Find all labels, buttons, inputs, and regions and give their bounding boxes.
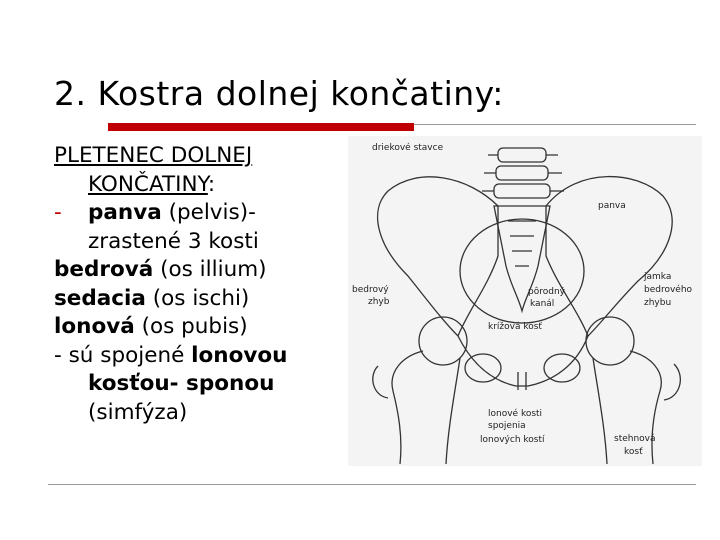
heading-text: PLETENEC DOLNEJ <box>54 143 253 168</box>
line-5 <box>54 256 354 285</box>
symphysis <box>518 372 526 390</box>
label-stehnova-kost-1: stehnová <box>614 434 656 444</box>
pubis-text: (os pubis) <box>134 314 248 339</box>
right-obturator <box>544 354 580 382</box>
line-8 <box>54 342 354 371</box>
slide-title: 2. Kostra dolnej končatiny: <box>54 74 504 113</box>
line-10 <box>54 399 354 428</box>
line-3 <box>54 199 354 228</box>
label-driekove-stavce: driekové stavce <box>372 143 444 153</box>
label-jamka-3: zhybu <box>644 298 672 308</box>
label-porodny-kanal-1: pôrodný <box>528 287 565 297</box>
label-lonove-kosti-3: lonových kostí <box>480 435 545 445</box>
zrastene-text: zrastené 3 kosti <box>88 228 259 254</box>
title-accent-bar <box>108 123 414 131</box>
dash-bullet: - <box>54 200 62 225</box>
lumbar-vertebrae <box>482 148 564 198</box>
label-jamka-2: bedrového <box>644 285 693 295</box>
pelvis-illustration <box>348 136 702 466</box>
pelvic-inlet <box>460 219 584 323</box>
label-bedrovy-zhyb-1: bedrový <box>352 285 389 295</box>
spojene-text: - sú spojené <box>54 342 192 368</box>
body-text <box>54 142 354 427</box>
label-jamka-1: jamka <box>644 272 672 282</box>
line-2 <box>54 171 354 200</box>
left-obturator <box>465 354 501 382</box>
term-kostou-sponou: kosťou- sponou <box>88 371 275 396</box>
label-panva: panva <box>598 201 626 211</box>
heading-text-cont: KONČATINY <box>88 171 208 197</box>
pelvis-drawing <box>348 136 702 466</box>
term-panva: panva <box>88 200 162 225</box>
illium-text: (os illium) <box>153 257 267 282</box>
label-lonove-kosti-2: spojenia <box>488 421 526 431</box>
line-1 <box>54 142 354 171</box>
pubic-arch <box>458 336 588 386</box>
label-krizova-kost: krížová kosť <box>488 322 542 332</box>
line-6 <box>54 285 354 314</box>
colon: : <box>207 171 216 197</box>
label-porodny-kanal-2: kanál <box>530 299 555 309</box>
label-lonove-kosti-1: lonové kosti <box>488 409 543 419</box>
term-lonova: lonová <box>54 314 135 339</box>
term-lonovou: lonovou <box>191 342 288 368</box>
label-bedrovy-zhyb-2: zhyb <box>368 297 390 307</box>
line-4 <box>54 228 354 257</box>
simfyza-text: (simfýza) <box>88 399 188 425</box>
ischi-text: (os ischi) <box>145 285 250 311</box>
footer-divider <box>48 484 696 485</box>
term-bedrova: bedrová <box>54 257 154 282</box>
left-femur <box>373 317 467 464</box>
left-ilium <box>378 177 498 336</box>
line-9 <box>54 370 354 399</box>
figure-labels <box>352 142 693 457</box>
pelvis-text: (pelvis)- <box>161 200 256 225</box>
label-stehnova-kost-2: kosť <box>624 447 643 457</box>
term-sedacia: sedacia <box>54 285 146 311</box>
line-7 <box>54 313 354 342</box>
